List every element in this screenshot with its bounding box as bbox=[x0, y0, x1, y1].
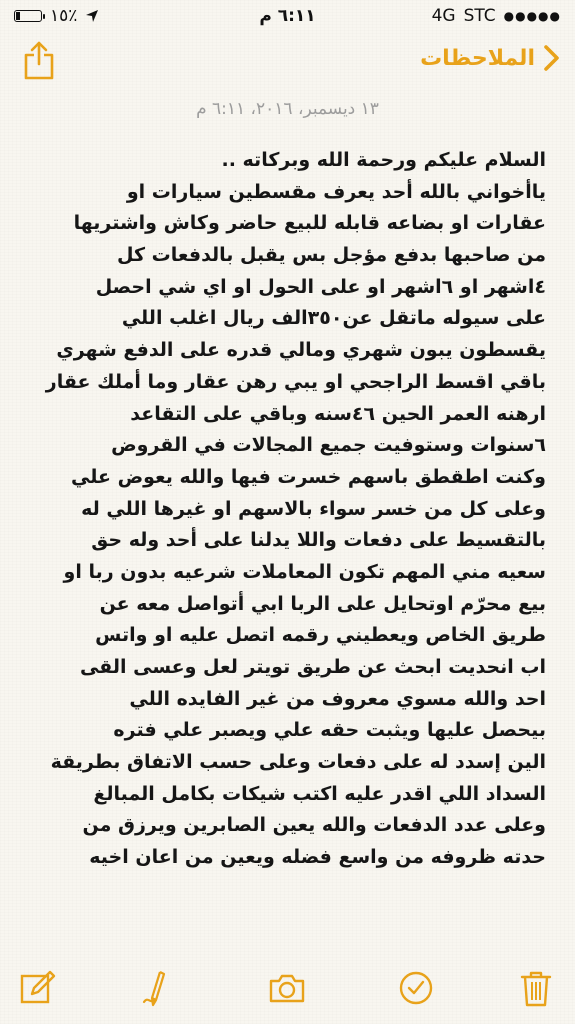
note-text-line: احد والله مسوي معروف من غير الفايده اللي bbox=[129, 687, 546, 710]
share-icon[interactable] bbox=[22, 40, 56, 80]
note-text-line: ياأخواني بالله أحد يعرف مقسطين سيارات او bbox=[126, 180, 546, 203]
carrier-name: STC bbox=[463, 6, 496, 26]
note-body[interactable] bbox=[26, 145, 546, 874]
navigation-bar bbox=[0, 34, 575, 90]
status-right bbox=[432, 6, 561, 26]
note-text-line: وعلى كل من خسر سواء بالاسهم او غيرها اللي له bbox=[81, 497, 546, 520]
note-text-line: باقي اقسط الراجحي او يبي رهن عقار وما أملك عقار bbox=[45, 370, 546, 393]
bottom-toolbar bbox=[0, 960, 575, 1024]
status-time: ٦:١١ م bbox=[259, 6, 316, 26]
note-text-line: يقسطون يبون شهري ومالي قدره على الدفع شهري bbox=[56, 339, 546, 362]
checklist-icon[interactable] bbox=[396, 968, 436, 1008]
camera-icon[interactable] bbox=[267, 968, 307, 1008]
note-text-line: وكنت اطقطق باسهم خسرت فيها والله يعوض علي bbox=[71, 465, 546, 488]
note-text-line: الين إسدد له على دفعات وعلى حسب الاتفاق بطريقة bbox=[50, 751, 546, 774]
note-text-line: بالتقسيط على دفعات واللا يدلنا على أحد وله حق bbox=[91, 529, 546, 552]
note-text-line: ٦سنوات وستوفيت جميع المجالات في القروض bbox=[111, 434, 546, 457]
note-text-line: ٤اشهر او ٦اشهر او على الحول او اي شي احصل bbox=[95, 275, 546, 298]
back-button[interactable] bbox=[420, 44, 561, 72]
note-text-line: على سيوله ماتقل عن٣٥٠الف ريال اغلب اللي bbox=[121, 307, 546, 330]
note-text-line: من صاحبها بدفع مؤجل بس يقبل بالدفعات كل bbox=[117, 244, 546, 267]
back-button-label: الملاحظات bbox=[420, 45, 535, 71]
signal-strength-icon: ●●●●● bbox=[503, 9, 561, 23]
note-text-line: وعلى عدد الدفعات والله يعين الصابرين ويرزق من bbox=[82, 814, 546, 837]
compose-icon[interactable] bbox=[18, 968, 58, 1008]
note-text-line: بيحصل عليها ويثبت حقه علي ويصبر علي فتره bbox=[113, 719, 546, 742]
sketch-icon[interactable] bbox=[138, 968, 178, 1008]
note-text-line: حدته ظروفه من واسع فضله ويعين من اعان اخيه bbox=[89, 846, 546, 869]
status-bar bbox=[0, 0, 575, 34]
network-type: 4G bbox=[431, 6, 456, 26]
note-text-line: عقارات او بضاعه قابله للبيع حاضر وكاش واشتريها bbox=[73, 212, 546, 235]
chevron-right-icon bbox=[541, 44, 561, 72]
note-text-line: طريق الخاص ويعطيني رقمه اتصل عليه او واتس bbox=[95, 624, 546, 647]
note-text-line: السلام عليكم ورحمة الله وبركاته .. bbox=[221, 149, 546, 171]
note-text-line: بيع محرّم اوتحايل على الربا ابي أتواصل معه عن bbox=[99, 592, 546, 615]
battery-percent: ١٥٪ bbox=[50, 6, 78, 26]
note-text-line: سعيه مني المهم تكون المعاملات شرعيه بدون ربا او bbox=[63, 560, 546, 583]
note-text-line: السداد اللي اقدر عليه اكتب شيكات بكامل المبالغ bbox=[93, 782, 546, 805]
note-text-line: اب انحديت ابحث عن طريق تويتر لعل وعسى القى bbox=[79, 656, 546, 678]
trash-icon[interactable] bbox=[516, 968, 556, 1008]
note-date: ١٣ ديسمبر، ٢٠١٦، ٦:١١ م bbox=[196, 99, 379, 119]
note-text-line: ارهنه العمر الحين ٤٦سنه وباقي على التقاعد bbox=[130, 402, 546, 425]
